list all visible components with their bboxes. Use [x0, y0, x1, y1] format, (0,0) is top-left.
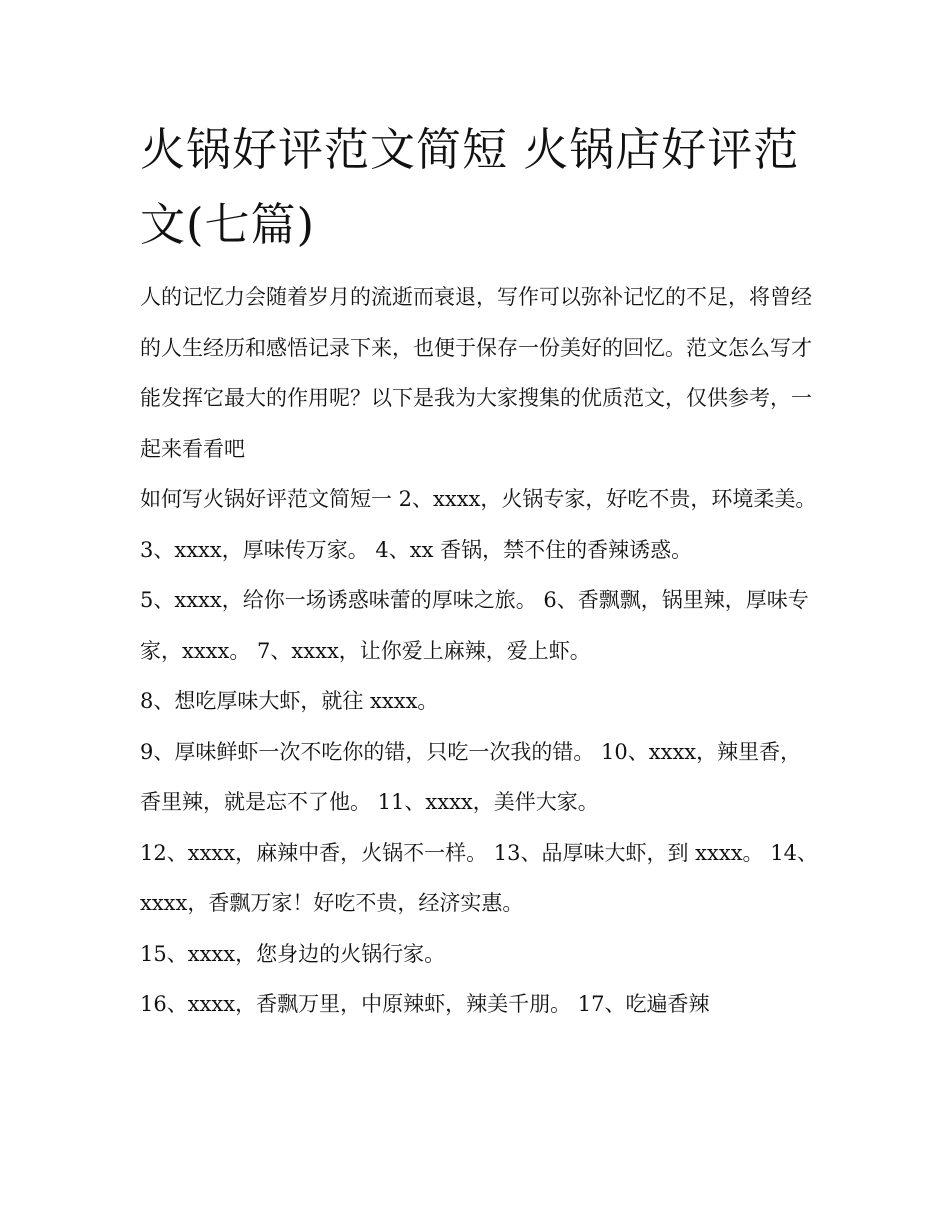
intro-paragraph: 人的记忆力会随着岁月的流逝而衰退，写作可以弥补记忆的不足，将曾经的人生经历和感悟记录下来，也便于保存一份美好的回忆。范文怎么写才能发挥它最大的作用呢？以下是我为大家搜集的优质范文，仅供参考，一起来看看吧 — [140, 285, 812, 461]
paragraph: 9、厚味鲜虾一次不吃你的错，只吃一次我的错。 10、xxxx，辣里香，香里辣，就是忘不了他。 11、xxxx，美伴大家。 — [140, 739, 802, 814]
paragraph: 5、xxxx，给你一场诱惑味蕾的厚味之旅。 6、香飘飘，锅里辣，厚味专家，xxxx。 7、xxxx，让你爱上麻辣，爱上虾。 — [140, 588, 809, 663]
paragraph: 15、xxxx，您身边的火锅行家。 — [140, 941, 446, 966]
document-page — [140, 112, 820, 1030]
paragraph: 8、想吃厚味大虾，就往 xxxx。 — [140, 689, 439, 713]
document-title: 火锅好评范文简短 火锅店好评范文(七篇) — [140, 123, 800, 251]
paragraph: 16、xxxx，香飘万里，中原辣虾，辣美千朋。 17、吃遍香辣 — [140, 992, 710, 1016]
paragraph: 如何写火锅好评范文简短一 2、xxxx，火锅专家，好吃不贵，环境柔美。 3、xxxx，厚味传万家。 4、xx 香锅，禁不住的香辣诱惑。 — [140, 487, 817, 562]
paragraph: 12、xxxx，麻辣中香，火锅不一样。 13、品厚味大虾，到 xxxx。 14、xxxx，香飘万家！好吃不贵，经济实惠。 — [140, 840, 818, 915]
document-body — [140, 272, 820, 1030]
